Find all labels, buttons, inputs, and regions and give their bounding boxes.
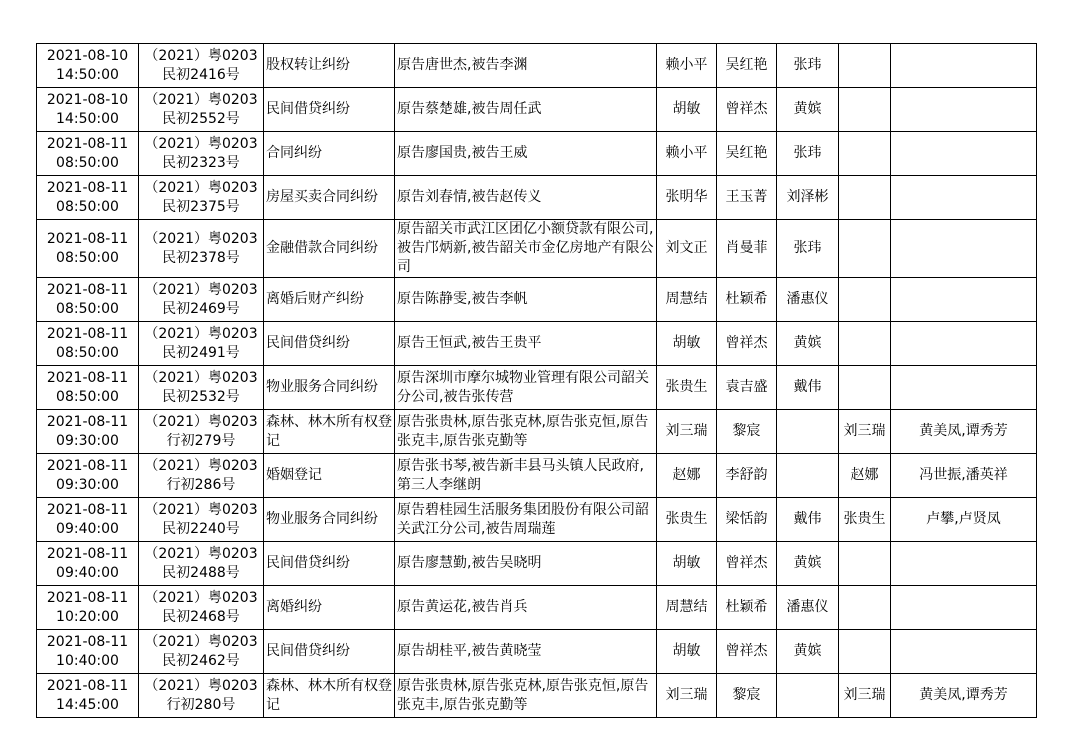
hearing-date: 2021-08-11 (46, 545, 129, 562)
parties-cell (395, 44, 657, 88)
hearing-datetime-cell (37, 44, 139, 88)
parties-cell (395, 498, 657, 542)
members-cell (891, 220, 1037, 278)
case-type-cell (264, 176, 395, 220)
case-year-court: （2021）粤0203 (144, 413, 258, 430)
parties-cell (395, 88, 657, 132)
hearing-time: 14:50:00 (56, 66, 119, 83)
case-year-court: （2021）粤0203 (144, 281, 258, 298)
juror-cell (777, 88, 839, 132)
clerk-name: 梁恬韵 (725, 511, 768, 527)
judge-name: 周慧结 (665, 291, 708, 307)
hearing-datetime-cell (37, 674, 139, 718)
case-number: 民初2552号 (162, 110, 240, 127)
case-year-court: （2021）粤0203 (144, 230, 258, 247)
case-type-cell (264, 44, 395, 88)
judge-name: 张贵生 (665, 511, 708, 527)
table-row (37, 44, 1037, 88)
juror-name: 张玮 (793, 240, 822, 256)
case-year-court: （2021）粤0203 (144, 179, 258, 196)
case-number: 民初2468号 (162, 608, 240, 625)
case-year-court: （2021）粤0203 (144, 135, 258, 152)
members-cell (891, 278, 1037, 322)
case-number-cell (139, 586, 264, 630)
members-cell (891, 454, 1037, 498)
table-row (37, 542, 1037, 586)
case-type-cell (264, 586, 395, 630)
table-row (37, 674, 1037, 718)
hearing-date: 2021-08-11 (46, 457, 129, 474)
clerk-cell (717, 132, 777, 176)
hearing-datetime-cell (37, 586, 139, 630)
hearing-datetime-cell (37, 454, 139, 498)
judge-cell (657, 498, 717, 542)
presiding-cell (839, 278, 891, 322)
case-number: 行初280号 (166, 696, 236, 713)
presiding-cell (839, 220, 891, 278)
presiding-cell (839, 674, 891, 718)
presiding-cell (839, 410, 891, 454)
case-number-cell (139, 220, 264, 278)
parties-cell (395, 630, 657, 674)
hearing-datetime-cell (37, 278, 139, 322)
case-year-court: （2021）粤0203 (144, 677, 258, 694)
hearing-date: 2021-08-11 (46, 230, 129, 247)
judge-cell (657, 542, 717, 586)
hearing-time: 09:40:00 (56, 564, 119, 581)
case-type: 离婚后财产纠纷 (266, 291, 364, 307)
hearing-date: 2021-08-11 (46, 281, 129, 298)
juror-cell (777, 454, 839, 498)
clerk-cell (717, 366, 777, 410)
presiding-name: 张贵生 (843, 511, 886, 527)
judge-cell (657, 454, 717, 498)
case-type-cell (264, 132, 395, 176)
case-number-cell (139, 498, 264, 542)
parties-cell (395, 132, 657, 176)
hearing-date: 2021-08-11 (46, 135, 129, 152)
clerk-name: 肖曼菲 (725, 240, 768, 256)
hearing-date: 2021-08-11 (46, 633, 129, 650)
clerk-cell (717, 410, 777, 454)
parties-cell (395, 674, 657, 718)
judge-cell (657, 674, 717, 718)
parties: 原告韶关市武江区团亿小额贷款有限公司,被告邝炳新,被告韶关市金亿房地产有限公司 (397, 221, 654, 275)
hearing-date: 2021-08-10 (46, 91, 129, 108)
hearing-time: 14:45:00 (56, 696, 119, 713)
table-row (37, 176, 1037, 220)
members-cell (891, 498, 1037, 542)
presiding-cell (839, 542, 891, 586)
judge-cell (657, 44, 717, 88)
case-type-cell (264, 630, 395, 674)
parties-cell (395, 278, 657, 322)
parties: 原告黄运花,被告肖兵 (397, 599, 528, 615)
judge-name: 胡敏 (672, 101, 701, 117)
parties: 原告刘春情,被告赵传义 (397, 189, 542, 205)
parties: 原告廖国贵,被告王威 (397, 145, 528, 161)
judge-cell (657, 278, 717, 322)
case-type: 房屋买卖合同纠纷 (266, 189, 378, 205)
clerk-cell (717, 176, 777, 220)
case-number-cell (139, 366, 264, 410)
judge-name: 赵娜 (672, 467, 701, 483)
case-type: 森林、林木所有权登记 (266, 413, 392, 449)
parties: 原告王恒武,被告王贵平 (397, 335, 542, 351)
judge-cell (657, 220, 717, 278)
hearing-time: 09:30:00 (56, 432, 119, 449)
hearing-schedule-table (36, 43, 1037, 718)
members-cell (891, 542, 1037, 586)
table-row (37, 630, 1037, 674)
judge-name: 周慧结 (665, 599, 708, 615)
case-year-court: （2021）粤0203 (144, 369, 258, 386)
hearing-datetime-cell (37, 498, 139, 542)
presiding-cell (839, 88, 891, 132)
hearing-time: 10:40:00 (56, 652, 119, 669)
table-row (37, 132, 1037, 176)
parties: 原告碧桂园生活服务集团股份有限公司韶关武江分公司,被告周瑞莲 (397, 501, 649, 537)
case-year-court: （2021）粤0203 (144, 325, 258, 342)
case-number-cell (139, 278, 264, 322)
case-type: 金融借款合同纠纷 (266, 240, 378, 256)
presiding-cell (839, 630, 891, 674)
members-cell (891, 88, 1037, 132)
parties: 原告张贵林,原告张克林,原告张克恒,原告张克丰,原告张克勤等 (397, 413, 649, 449)
parties-cell (395, 454, 657, 498)
judge-name: 赖小平 (665, 57, 708, 73)
presiding-cell (839, 44, 891, 88)
parties: 原告张书琴,被告新丰县马头镇人民政府,第三人李继朗 (397, 457, 644, 493)
case-year-court: （2021）粤0203 (144, 47, 258, 64)
case-type-cell (264, 410, 395, 454)
hearing-time: 09:30:00 (56, 476, 119, 493)
juror-cell (777, 132, 839, 176)
clerk-name: 曾祥杰 (725, 101, 768, 117)
presiding-cell (839, 454, 891, 498)
hearing-datetime-cell (37, 88, 139, 132)
juror-name: 黄嫔 (793, 101, 822, 117)
judge-cell (657, 410, 717, 454)
presiding-cell (839, 366, 891, 410)
case-year-court: （2021）粤0203 (144, 501, 258, 518)
hearing-date: 2021-08-11 (46, 413, 129, 430)
case-number: 行初279号 (166, 432, 236, 449)
table-row (37, 278, 1037, 322)
clerk-cell (717, 586, 777, 630)
schedule-rows (37, 44, 1037, 718)
hearing-date: 2021-08-11 (46, 501, 129, 518)
hearing-datetime-cell (37, 542, 139, 586)
hearing-time: 08:50:00 (56, 300, 119, 317)
case-number-cell (139, 454, 264, 498)
case-type-cell (264, 674, 395, 718)
case-type: 民间借贷纠纷 (266, 643, 350, 659)
members-cell (891, 586, 1037, 630)
case-type: 离婚纠纷 (266, 599, 322, 615)
judge-name: 赖小平 (665, 145, 708, 161)
juror-cell (777, 176, 839, 220)
juror-cell (777, 410, 839, 454)
judge-name: 胡敏 (672, 555, 701, 571)
table-row (37, 366, 1037, 410)
case-number-cell (139, 630, 264, 674)
members-names: 黄美凤,谭秀芳 (919, 687, 1008, 703)
members-cell (891, 322, 1037, 366)
presiding-cell (839, 132, 891, 176)
juror-name: 黄嫔 (793, 555, 822, 571)
case-type-cell (264, 454, 395, 498)
case-number: 行初286号 (166, 476, 236, 493)
case-type-cell (264, 220, 395, 278)
judge-cell (657, 366, 717, 410)
juror-cell (777, 366, 839, 410)
members-cell (891, 132, 1037, 176)
case-type-cell (264, 322, 395, 366)
clerk-cell (717, 454, 777, 498)
members-names: 卢攀,卢贤凤 (926, 511, 1001, 527)
clerk-name: 杜颖希 (725, 599, 768, 615)
case-type: 物业服务合同纠纷 (266, 511, 378, 527)
members-cell (891, 674, 1037, 718)
juror-name: 刘泽彬 (786, 189, 829, 205)
juror-name: 张玮 (793, 57, 822, 73)
members-cell (891, 44, 1037, 88)
clerk-name: 吴红艳 (725, 145, 768, 161)
case-number-cell (139, 542, 264, 586)
hearing-datetime-cell (37, 410, 139, 454)
clerk-name: 曾祥杰 (725, 555, 768, 571)
hearing-time: 08:50:00 (56, 154, 119, 171)
hearing-datetime-cell (37, 176, 139, 220)
case-year-court: （2021）粤0203 (144, 91, 258, 108)
juror-cell (777, 44, 839, 88)
clerk-name: 黎宸 (732, 687, 761, 703)
clerk-cell (717, 630, 777, 674)
case-number-cell (139, 410, 264, 454)
case-number: 民初2491号 (162, 344, 240, 361)
parties-cell (395, 542, 657, 586)
clerk-name: 袁吉盛 (725, 379, 768, 395)
case-year-court: （2021）粤0203 (144, 545, 258, 562)
case-number-cell (139, 322, 264, 366)
judge-name: 刘三瑞 (665, 687, 708, 703)
case-number-cell (139, 44, 264, 88)
judge-cell (657, 630, 717, 674)
juror-cell (777, 542, 839, 586)
juror-name: 潘惠仪 (786, 599, 829, 615)
hearing-time: 08:50:00 (56, 388, 119, 405)
presiding-name: 赵娜 (850, 467, 879, 483)
case-type: 民间借贷纠纷 (266, 555, 350, 571)
judge-cell (657, 586, 717, 630)
hearing-time: 08:50:00 (56, 344, 119, 361)
parties-cell (395, 586, 657, 630)
table-row (37, 498, 1037, 542)
hearing-datetime-cell (37, 366, 139, 410)
members-cell (891, 176, 1037, 220)
parties: 原告廖慧勤,被告吴晓明 (397, 555, 542, 571)
case-type-cell (264, 366, 395, 410)
case-type-cell (264, 542, 395, 586)
juror-cell (777, 278, 839, 322)
juror-name: 黄嫔 (793, 643, 822, 659)
case-number: 民初2416号 (162, 66, 240, 83)
parties: 原告张贵林,原告张克林,原告张克恒,原告张克丰,原告张克勤等 (397, 677, 649, 713)
case-number: 民初2378号 (162, 249, 240, 266)
case-type-cell (264, 498, 395, 542)
case-number: 民初2532号 (162, 388, 240, 405)
case-year-court: （2021）粤0203 (144, 457, 258, 474)
case-type: 森林、林木所有权登记 (266, 677, 392, 713)
members-cell (891, 630, 1037, 674)
hearing-date: 2021-08-11 (46, 589, 129, 606)
presiding-name: 刘三瑞 (843, 687, 886, 703)
parties-cell (395, 220, 657, 278)
judge-cell (657, 176, 717, 220)
hearing-datetime-cell (37, 322, 139, 366)
table-row (37, 220, 1037, 278)
members-cell (891, 410, 1037, 454)
case-number-cell (139, 88, 264, 132)
judge-name: 张明华 (665, 189, 708, 205)
judge-name: 张贵生 (665, 379, 708, 395)
case-type-cell (264, 88, 395, 132)
juror-name: 戴伟 (793, 511, 822, 527)
case-year-court: （2021）粤0203 (144, 633, 258, 650)
clerk-name: 吴红艳 (725, 57, 768, 73)
juror-cell (777, 220, 839, 278)
parties: 原告唐世杰,被告李渊 (397, 57, 528, 73)
clerk-cell (717, 220, 777, 278)
juror-cell (777, 630, 839, 674)
judge-cell (657, 88, 717, 132)
members-cell (891, 366, 1037, 410)
presiding-cell (839, 176, 891, 220)
clerk-cell (717, 674, 777, 718)
judge-name: 刘文正 (665, 240, 708, 256)
case-year-court: （2021）粤0203 (144, 589, 258, 606)
presiding-cell (839, 586, 891, 630)
hearing-time: 08:50:00 (56, 198, 119, 215)
judge-cell (657, 322, 717, 366)
parties-cell (395, 176, 657, 220)
presiding-name: 刘三瑞 (843, 423, 886, 439)
presiding-cell (839, 322, 891, 366)
clerk-name: 黎宸 (732, 423, 761, 439)
juror-name: 张玮 (793, 145, 822, 161)
juror-cell (777, 674, 839, 718)
hearing-time: 14:50:00 (56, 110, 119, 127)
hearing-time: 08:50:00 (56, 249, 119, 266)
case-type-cell (264, 278, 395, 322)
clerk-name: 李舒韵 (725, 467, 768, 483)
case-type: 物业服务合同纠纷 (266, 379, 378, 395)
case-number-cell (139, 176, 264, 220)
presiding-cell (839, 498, 891, 542)
hearing-date: 2021-08-11 (46, 369, 129, 386)
juror-cell (777, 498, 839, 542)
parties: 原告胡桂平,被告黄晓莹 (397, 643, 542, 659)
table-row (37, 410, 1037, 454)
members-names: 冯世振,潘英祥 (919, 467, 1008, 483)
case-number-cell (139, 132, 264, 176)
case-type: 股权转让纠纷 (266, 57, 350, 73)
juror-name: 潘惠仪 (786, 291, 829, 307)
clerk-cell (717, 44, 777, 88)
case-number: 民初2488号 (162, 564, 240, 581)
hearing-time: 10:20:00 (56, 608, 119, 625)
case-type: 民间借贷纠纷 (266, 101, 350, 117)
clerk-name: 曾祥杰 (725, 335, 768, 351)
juror-name: 戴伟 (793, 379, 822, 395)
parties: 原告陈静雯,被告李帆 (397, 291, 528, 307)
case-number-cell (139, 674, 264, 718)
case-number: 民初2375号 (162, 198, 240, 215)
hearing-date: 2021-08-11 (46, 325, 129, 342)
case-number: 民初2240号 (162, 520, 240, 537)
case-type: 民间借贷纠纷 (266, 335, 350, 351)
juror-cell (777, 586, 839, 630)
table-row (37, 454, 1037, 498)
members-names: 黄美凤,谭秀芳 (919, 423, 1008, 439)
clerk-cell (717, 542, 777, 586)
case-type: 合同纠纷 (266, 145, 322, 161)
table-row (37, 322, 1037, 366)
case-number: 民初2469号 (162, 300, 240, 317)
parties: 原告深圳市摩尔城物业管理有限公司韶关分公司,被告张传营 (397, 369, 649, 405)
clerk-name: 杜颖希 (725, 291, 768, 307)
clerk-cell (717, 88, 777, 132)
juror-name: 黄嫔 (793, 335, 822, 351)
clerk-cell (717, 322, 777, 366)
table-row (37, 586, 1037, 630)
case-number: 民初2462号 (162, 652, 240, 669)
parties-cell (395, 366, 657, 410)
case-type: 婚姻登记 (266, 467, 322, 483)
table-row (37, 88, 1037, 132)
parties-cell (395, 322, 657, 366)
hearing-datetime-cell (37, 132, 139, 176)
hearing-datetime-cell (37, 630, 139, 674)
parties: 原告蔡楚雄,被告周任武 (397, 101, 542, 117)
clerk-cell (717, 498, 777, 542)
case-number: 民初2323号 (162, 154, 240, 171)
hearing-date: 2021-08-11 (46, 677, 129, 694)
clerk-cell (717, 278, 777, 322)
judge-name: 胡敏 (672, 643, 701, 659)
hearing-time: 09:40:00 (56, 520, 119, 537)
judge-cell (657, 132, 717, 176)
parties-cell (395, 410, 657, 454)
hearing-date: 2021-08-10 (46, 47, 129, 64)
judge-name: 刘三瑞 (665, 423, 708, 439)
clerk-name: 曾祥杰 (725, 643, 768, 659)
hearing-date: 2021-08-11 (46, 179, 129, 196)
juror-cell (777, 322, 839, 366)
clerk-name: 王玉菁 (725, 189, 768, 205)
judge-name: 胡敏 (672, 335, 701, 351)
hearing-datetime-cell (37, 220, 139, 278)
